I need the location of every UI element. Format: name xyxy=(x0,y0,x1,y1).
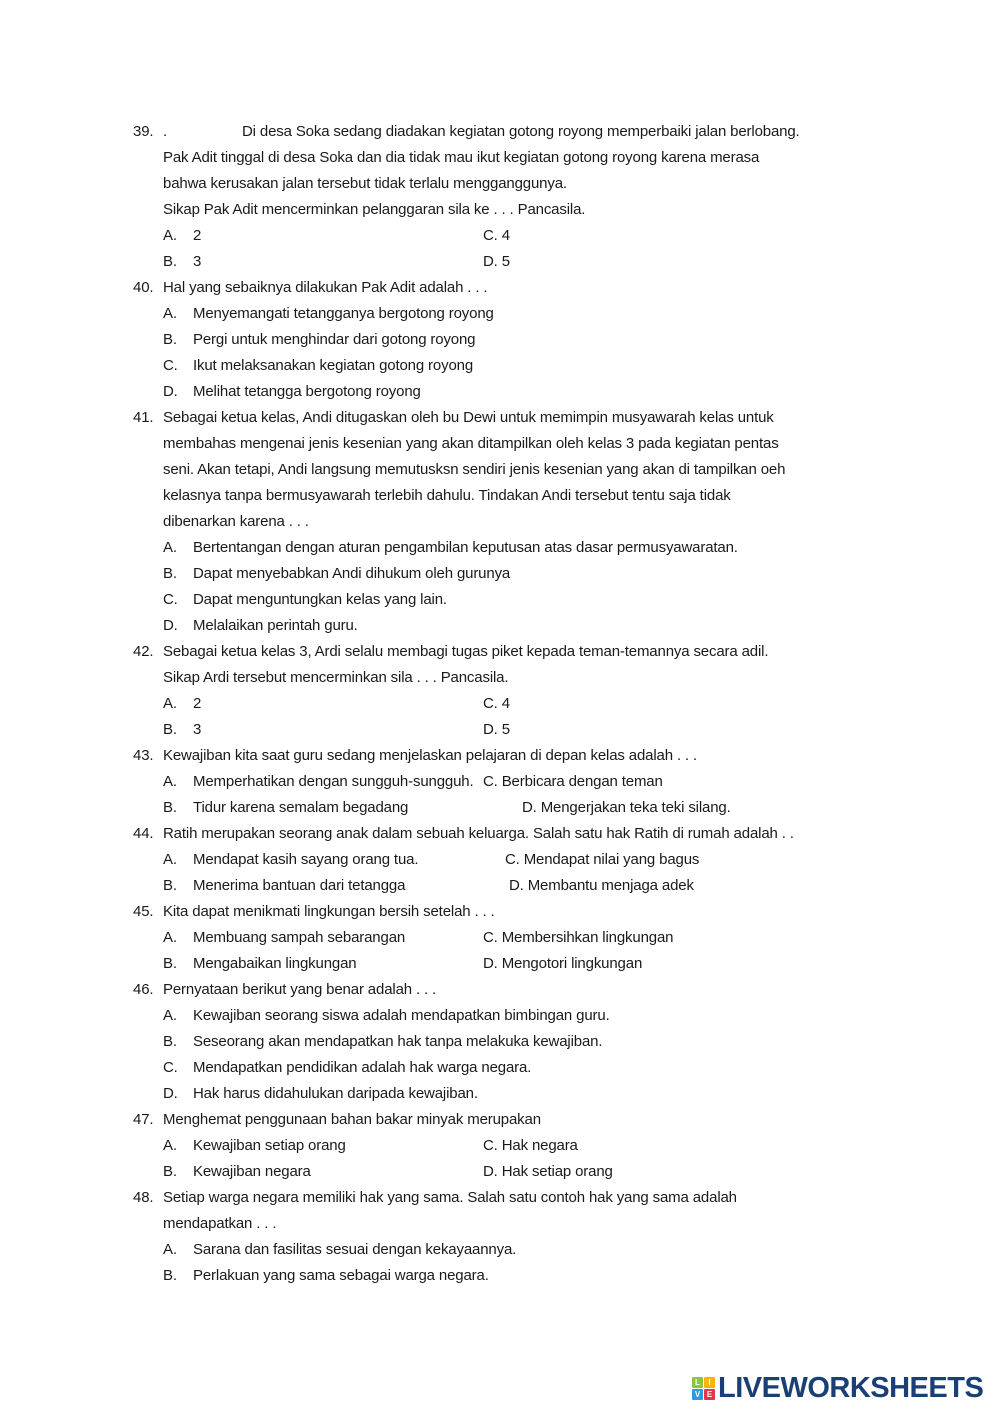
option-letter: A. xyxy=(163,1241,177,1258)
question-text: Kita dapat menikmati lingkungan bersih setelah . . . xyxy=(163,903,495,920)
option-letter: B. xyxy=(163,253,177,270)
option-letter: C. xyxy=(483,1137,498,1154)
option-row xyxy=(0,717,1000,743)
option-text: Melalaikan perintah guru. xyxy=(193,617,358,634)
option-letter: D. xyxy=(163,383,178,400)
option-text: Pergi untuk menghindar dari gotong royong xyxy=(193,331,476,348)
option-row xyxy=(0,301,1000,327)
question-text: Setiap warga negara memiliki hak yang sama. Salah satu contoh hak yang sama adalah xyxy=(163,1189,737,1206)
option-letter: B. xyxy=(163,1163,177,1180)
question-stem xyxy=(0,405,1000,431)
option-row xyxy=(0,925,1000,951)
option-row xyxy=(0,587,1000,613)
option-letter: D. xyxy=(163,617,178,634)
question-text: Hal yang sebaiknya dilakukan Pak Adit adalah . . . xyxy=(163,279,488,296)
question-number: 45. xyxy=(133,903,154,920)
option-right xyxy=(483,925,673,951)
option-text: Mengabaikan lingkungan xyxy=(193,955,357,972)
question-text: Sebagai ketua kelas, Andi ditugaskan oleh bu Dewi untuk memimpin musyawarah kelas untuk xyxy=(163,409,774,426)
option-right xyxy=(509,873,694,899)
option-row xyxy=(0,1081,1000,1107)
question-number: 43. xyxy=(133,747,154,764)
question-stem xyxy=(0,275,1000,301)
option-letter: A. xyxy=(163,1007,177,1024)
option-letter: B. xyxy=(163,331,177,348)
option-row xyxy=(0,223,1000,249)
option-text: Hak negara xyxy=(501,1137,578,1154)
question-text: dibenarkan karena . . . xyxy=(163,513,309,530)
option-text: Membantu menjaga adek xyxy=(527,877,694,894)
question-stem-continued xyxy=(0,665,1000,691)
question-text: Kewajiban kita saat guru sedang menjelaskan pelajaran di depan kelas adalah . . . xyxy=(163,747,698,764)
option-text: Seseorang akan mendapatkan hak tanpa melakuka kewajiban. xyxy=(193,1033,603,1050)
option-letter: C. xyxy=(505,851,520,868)
option-letter: D. xyxy=(163,1085,178,1102)
option-text: Bertentangan dengan aturan pengambilan keputusan atas dasar permusyawaratan. xyxy=(193,539,738,556)
option-letter: D. xyxy=(483,955,498,972)
option-text: 5 xyxy=(501,253,510,270)
option-text: 2 xyxy=(193,695,202,712)
option-letter: C. xyxy=(483,227,498,244)
option-letter: D. xyxy=(522,799,537,816)
option-right xyxy=(483,223,510,249)
option-letter: D. xyxy=(483,721,498,738)
question-stem xyxy=(0,639,1000,665)
question-number: 44. xyxy=(133,825,154,842)
question-number: 47. xyxy=(133,1111,154,1128)
question-number: 40. xyxy=(133,279,154,296)
option-right xyxy=(483,951,642,977)
question-text: Pak Adit tinggal di desa Soka dan dia tidak mau ikut kegiatan gotong royong karena merasa xyxy=(163,149,760,166)
option-letter: A. xyxy=(163,305,177,322)
option-text: Perlakuan yang sama sebagai warga negara. xyxy=(193,1267,489,1284)
option-letter: B. xyxy=(163,1033,177,1050)
question-stem-continued xyxy=(0,1211,1000,1237)
option-row xyxy=(0,1133,1000,1159)
option-right xyxy=(522,795,731,821)
option-letter: B. xyxy=(163,721,177,738)
option-letter: B. xyxy=(163,565,177,582)
question-text: membahas mengenai jenis kesenian yang akan ditampilkan oleh kelas 3 pada kegiatan pentas xyxy=(163,435,779,452)
option-right xyxy=(483,1159,613,1185)
option-right xyxy=(483,691,510,717)
question-stem-continued xyxy=(0,509,1000,535)
question-text: Sikap Pak Adit mencerminkan pelanggaran sila ke . . . Pancasila. xyxy=(163,201,586,218)
logo-block: I xyxy=(704,1377,715,1388)
option-text: Membuang sampah sebarangan xyxy=(193,929,406,946)
question-text: seni. Akan tetapi, Andi langsung memutusksn sendiri jenis kesenian yang akan di tampilkan oeh xyxy=(163,461,786,478)
option-letter: A. xyxy=(163,227,177,244)
option-text: Mendapatkan pendidikan adalah hak warga negara. xyxy=(193,1059,532,1076)
option-letter: C. xyxy=(163,1059,178,1076)
option-text: Dapat menguntungkan kelas yang lain. xyxy=(193,591,447,608)
option-letter: C. xyxy=(483,929,498,946)
option-text: Tidur karena semalam begadang xyxy=(193,799,409,816)
option-text: 3 xyxy=(193,721,202,738)
option-letter: B. xyxy=(163,799,177,816)
option-letter: C. xyxy=(163,357,178,374)
question-text: Sikap Ardi tersebut mencerminkan sila . . . Pancasila. xyxy=(163,669,509,686)
option-letter: C. xyxy=(163,591,178,608)
option-text: Dapat menyebabkan Andi dihukum oleh gurunya xyxy=(193,565,511,582)
option-text: Hak setiap orang xyxy=(501,1163,613,1180)
option-text: Kewajiban seorang siswa adalah mendapatkan bimbingan guru. xyxy=(193,1007,610,1024)
option-text: Sarana dan fasilitas sesuai dengan kekayaannya. xyxy=(193,1241,517,1258)
option-row xyxy=(0,1055,1000,1081)
question-stem xyxy=(0,119,1000,145)
option-row xyxy=(0,1029,1000,1055)
option-row xyxy=(0,249,1000,275)
option-row xyxy=(0,847,1000,873)
option-row xyxy=(0,379,1000,405)
question-stem xyxy=(0,977,1000,1003)
option-text: Mendapat nilai yang bagus xyxy=(523,851,700,868)
logo-block: V xyxy=(692,1389,703,1400)
question-text: Sebagai ketua kelas 3, Ardi selalu membagi tugas piket kepada teman-temannya secara adil. xyxy=(163,643,769,660)
option-letter: D. xyxy=(483,253,498,270)
option-text: Kewajiban negara xyxy=(193,1163,311,1180)
option-row xyxy=(0,613,1000,639)
option-inline xyxy=(483,769,663,795)
option-right xyxy=(483,249,510,275)
option-letter: A. xyxy=(163,929,177,946)
question-text: Di desa Soka sedang diadakan kegiatan gotong royong memperbaiki jalan berlobang. xyxy=(242,123,800,140)
question-text: mendapatkan . . . xyxy=(163,1215,277,1232)
question-number: 48. xyxy=(133,1189,154,1206)
question-stem-continued xyxy=(0,457,1000,483)
option-row xyxy=(0,353,1000,379)
option-text: Menyemangati tetangganya bergotong royong xyxy=(193,305,494,322)
logo-block: E xyxy=(704,1389,715,1400)
question-stem-continued xyxy=(0,145,1000,171)
option-letter: B. xyxy=(163,1267,177,1284)
question-text: Menghemat penggunaan bahan bakar minyak merupakan xyxy=(163,1111,541,1128)
option-letter: C. xyxy=(483,695,498,712)
option-row xyxy=(0,561,1000,587)
option-row xyxy=(0,327,1000,353)
option-row xyxy=(0,1003,1000,1029)
option-text: 5 xyxy=(501,721,510,738)
option-text: 4 xyxy=(501,227,510,244)
question-number: 39. xyxy=(133,123,154,140)
option-text: Mendapat kasih sayang orang tua. xyxy=(193,851,419,868)
option-text: Berbicara dengan teman xyxy=(501,773,663,790)
option-letter: D. xyxy=(509,877,524,894)
question-stem-continued xyxy=(0,483,1000,509)
question-text: Ratih merupakan seorang anak dalam sebuah keluarga. Salah satu hak Ratih di rumah adalah . . xyxy=(163,825,794,842)
option-text: Memperhatikan dengan sungguh-sungguh. xyxy=(193,773,474,790)
option-row xyxy=(0,691,1000,717)
question-text: Pernyataan berikut yang benar adalah . . . xyxy=(163,981,437,998)
option-row xyxy=(0,795,1000,821)
option-letter: A. xyxy=(163,695,177,712)
liveworksheets-logo xyxy=(692,1373,983,1403)
option-letter: D. xyxy=(483,1163,498,1180)
logo-block: L xyxy=(692,1377,703,1388)
option-text: Mengotori lingkungan xyxy=(501,955,643,972)
option-letter: A. xyxy=(163,773,177,790)
option-right xyxy=(483,717,510,743)
option-letter: B. xyxy=(163,955,177,972)
question-lead: . xyxy=(163,123,168,140)
option-text: Kewajiban setiap orang xyxy=(193,1137,346,1154)
question-stem xyxy=(0,821,1000,847)
option-right xyxy=(483,1133,578,1159)
question-text: kelasnya tanpa bermusyawarah terlebih dahulu. Tindakan Andi tersebut tentu saja tidak xyxy=(163,487,731,504)
option-text: Menerima bantuan dari tetangga xyxy=(193,877,406,894)
option-text: Ikut melaksanakan kegiatan gotong royong xyxy=(193,357,474,374)
option-row xyxy=(0,873,1000,899)
option-letter: B. xyxy=(163,877,177,894)
option-letter: A. xyxy=(163,1137,177,1154)
question-stem xyxy=(0,1185,1000,1211)
question-number: 42. xyxy=(133,643,154,660)
logo-text: LIVEWORKSHEETS xyxy=(718,1372,984,1404)
option-row xyxy=(0,535,1000,561)
option-text: 3 xyxy=(193,253,202,270)
option-row xyxy=(0,951,1000,977)
logo-blocks-icon xyxy=(692,1377,715,1400)
option-text: Hak harus didahulukan daripada kewajiban. xyxy=(193,1085,478,1102)
option-text: Melihat tetangga bergotong royong xyxy=(193,383,421,400)
option-letter: A. xyxy=(163,539,177,556)
question-stem-continued xyxy=(0,431,1000,457)
option-letter: A. xyxy=(163,851,177,868)
option-right xyxy=(483,773,663,790)
question-stem xyxy=(0,743,1000,769)
question-number: 46. xyxy=(133,981,154,998)
question-text: bahwa kerusakan jalan tersebut tidak terlalu mengganggunya. xyxy=(163,175,567,192)
option-text: Membersihkan lingkungan xyxy=(501,929,674,946)
question-stem-continued xyxy=(0,197,1000,223)
option-row xyxy=(0,769,1000,795)
option-row xyxy=(0,1159,1000,1185)
option-right xyxy=(505,847,699,873)
option-row xyxy=(0,1237,1000,1263)
option-text: Mengerjakan teka teki silang. xyxy=(540,799,731,816)
question-stem xyxy=(0,1107,1000,1133)
option-row xyxy=(0,1263,1000,1289)
option-letter: C. xyxy=(483,773,498,790)
option-text: 2 xyxy=(193,227,202,244)
option-text: 4 xyxy=(501,695,510,712)
question-stem xyxy=(0,899,1000,925)
question-number: 41. xyxy=(133,409,154,426)
question-stem-continued xyxy=(0,171,1000,197)
